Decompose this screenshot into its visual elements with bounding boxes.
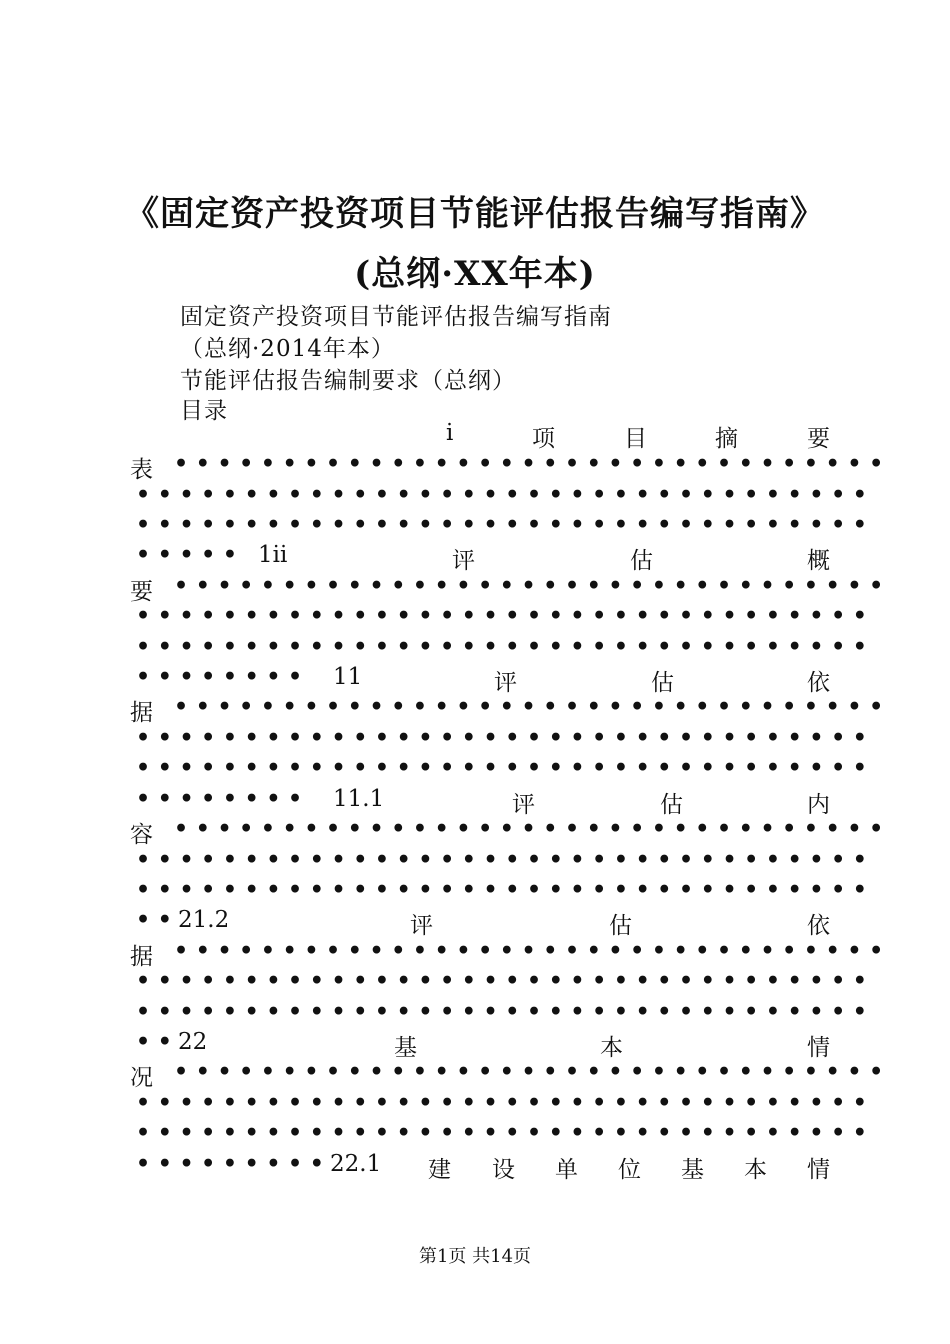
toc-row: [130, 847, 867, 877]
intro-line: 节能评估报告编制要求（总纲）: [180, 368, 516, 394]
toc-word: 评: [494, 670, 517, 696]
toc-row: [130, 1090, 867, 1120]
leader-dots: • •: [136, 907, 172, 933]
toc-row: [130, 1029, 830, 1059]
toc-row: [130, 1059, 884, 1091]
leader-dots: • • • • • • • •: [136, 664, 303, 690]
toc-row: [130, 755, 867, 785]
toc-word: 要: [807, 426, 830, 452]
toc-word: 评: [410, 913, 433, 939]
leader-dots: • • • • • • • • • • • • • • • • • • • • • • • • • • • • • • • • • •: [136, 847, 867, 873]
toc-word: 表: [130, 457, 153, 483]
title-line-1: 《固定资产投资项目节能评估报告编写指南》: [125, 194, 825, 234]
toc-row: [130, 512, 867, 542]
toc-word: 估: [651, 670, 674, 696]
leader-dots: • • • • • • • • • • • • • • • • • • • • • • • • • • • • • • • • • •: [136, 968, 867, 994]
toc-word: 11: [333, 664, 363, 690]
toc-word: 依: [807, 670, 830, 696]
leader-dots: • • • • • • • • • • • • • • • • • • • • • • • • • • • • • • • • •: [174, 938, 884, 964]
intro-line: 固定资产投资项目节能评估报告编写指南: [180, 304, 612, 330]
toc-word: 内: [807, 792, 830, 818]
intro-line: 目录: [180, 398, 228, 424]
toc-word: 依: [807, 913, 830, 939]
toc-word: 基: [681, 1157, 704, 1183]
toc-row: [130, 603, 867, 633]
toc-word: 据: [130, 944, 153, 970]
toc-row: [130, 877, 867, 907]
leader-dots: • • • • • • • • • • • • • • • • • • • • • • • • • • • • • • • • • •: [136, 482, 867, 508]
leader-dots: • • • • • • • • • • • • • • • • • • • • • • • • • • • • • • • • •: [174, 694, 884, 720]
toc-word: 评: [512, 792, 535, 818]
toc-word: 建: [428, 1157, 451, 1183]
toc-word: 11.1: [333, 786, 385, 812]
toc-word: 要: [130, 579, 153, 605]
toc-word: 21.2: [178, 907, 230, 933]
toc-word: 目: [624, 426, 647, 452]
toc-row: [130, 420, 830, 450]
leader-dots: • • • • • • • • • • • • • • • • • • • • • • • • • • • • • • • • • •: [136, 1120, 867, 1146]
leader-dots: • • • • •: [136, 542, 237, 568]
toc-word: 摘: [715, 426, 738, 452]
toc-word: 估: [660, 792, 683, 818]
leader-dots: • •: [136, 1029, 172, 1055]
toc-word: 估: [609, 913, 632, 939]
toc-row: [130, 725, 867, 755]
toc-word: 22.1: [330, 1151, 382, 1177]
leader-dots: • • • • • • • • • • • • • • • • • • • • • • • • • • • • • • • • • •: [136, 603, 867, 629]
toc-word: 1ii: [258, 542, 288, 568]
leader-dots: • • • • • • • • • • • • • • • • • • • • • • • • • • • • • • • • •: [174, 573, 884, 599]
toc-row: [130, 634, 867, 664]
toc-row: [130, 968, 867, 998]
title-line-2: (总纲·XX年本): [354, 254, 596, 294]
toc-row: [130, 482, 867, 512]
leader-dots: • • • • • • • • • • • • • • • • • • • • • • • • • • • • • • • • • •: [136, 877, 867, 903]
toc-word: 情: [807, 1035, 830, 1061]
leader-dots: • • • • • • • •: [136, 786, 303, 812]
toc-row: [130, 907, 830, 937]
leader-dots: • • • • • • • • • • • • • • • • • • • • • • • • • • • • • • • • •: [174, 451, 884, 477]
toc-word: 据: [130, 700, 153, 726]
leader-dots: • • • • • • • • • • • • • • • • • • • • • • • • • • • • • • • • • •: [136, 755, 867, 781]
toc-row: [130, 1151, 830, 1181]
toc-word: 情: [807, 1157, 830, 1183]
toc-word: 设: [492, 1157, 515, 1183]
leader-dots: • • • • • • • • •: [136, 1151, 324, 1177]
toc-word: 况: [130, 1065, 153, 1091]
intro-line: （总纲·2014年本）: [180, 336, 395, 362]
toc-row: [130, 938, 884, 970]
toc-word: 评: [452, 548, 475, 574]
toc-word: 本: [600, 1035, 623, 1061]
toc-word: 容: [130, 822, 153, 848]
toc-word: 本: [744, 1157, 767, 1183]
toc-row: [130, 1120, 867, 1150]
leader-dots: • • • • • • • • • • • • • • • • • • • • • • • • • • • • • • • • • •: [136, 999, 867, 1025]
toc-row: [130, 694, 884, 726]
toc-word: 估: [630, 548, 653, 574]
page-footer: 第1页 共14页: [418, 1246, 532, 1267]
toc-word: 项: [532, 426, 555, 452]
toc-row: [130, 816, 884, 848]
toc-row: [130, 999, 867, 1029]
toc-row: [130, 573, 884, 605]
leader-dots: • • • • • • • • • • • • • • • • • • • • • • • • • • • • • • • • • •: [136, 725, 867, 751]
toc-row: [130, 451, 884, 483]
leader-dots: • • • • • • • • • • • • • • • • • • • • • • • • • • • • • • • • •: [174, 1059, 884, 1085]
leader-dots: • • • • • • • • • • • • • • • • • • • • • • • • • • • • • • • • • •: [136, 634, 867, 660]
leader-dots: • • • • • • • • • • • • • • • • • • • • • • • • • • • • • • • • • •: [136, 512, 867, 538]
leader-dots: • • • • • • • • • • • • • • • • • • • • • • • • • • • • • • • • •: [174, 816, 884, 842]
toc-word: 概: [807, 548, 830, 574]
leader-dots: • • • • • • • • • • • • • • • • • • • • • • • • • • • • • • • • • •: [136, 1090, 867, 1116]
toc-word: 基: [394, 1035, 417, 1061]
toc-word: 位: [618, 1157, 641, 1183]
toc-word: i: [446, 420, 454, 446]
toc-row: [130, 786, 830, 816]
toc-word: 单: [555, 1157, 578, 1183]
toc-row: [130, 542, 830, 572]
toc-row: [130, 664, 830, 694]
toc-word: 22: [178, 1029, 208, 1055]
